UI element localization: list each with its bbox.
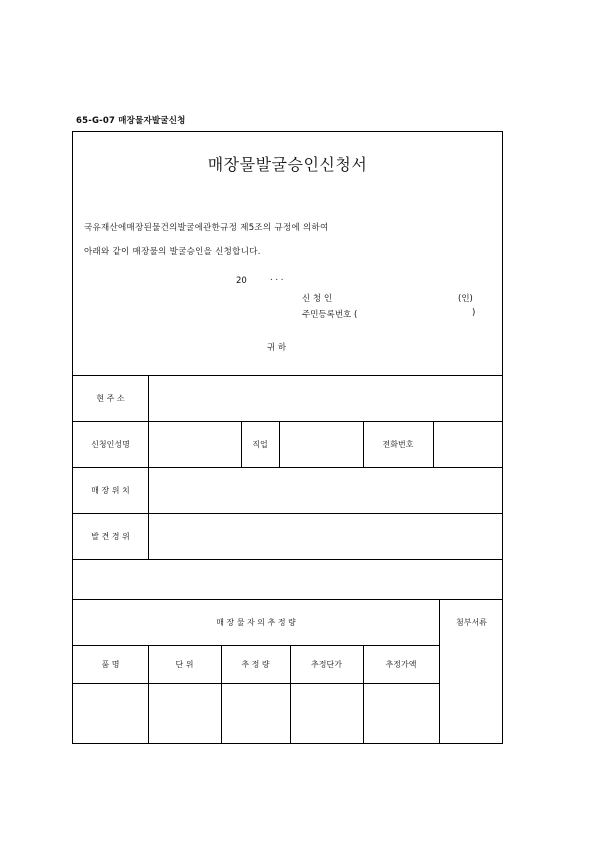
document-code: 65-G-07 매장물자발굴신청 — [76, 116, 186, 126]
addressee: 귀 하 — [267, 343, 287, 353]
address-label: 현 주 소 — [96, 393, 125, 403]
column-header-quantity: 추 정 량 — [241, 659, 270, 669]
seal-label: (인) — [458, 294, 473, 304]
column-header-unit-price: 추정단가 — [311, 659, 342, 669]
date-separators: . . . — [270, 273, 284, 283]
column-divider — [433, 421, 434, 467]
attachments-label: 첨부서류 — [456, 617, 487, 627]
application-form — [72, 131, 503, 744]
location-label: 매 장 위 치 — [91, 485, 130, 495]
occupation-label: 직업 — [252, 439, 268, 449]
column-divider — [148, 375, 149, 559]
date-year-prefix: 20 — [236, 276, 247, 286]
discovery-label: 발 견 경 위 — [91, 531, 130, 541]
intro-line-2: 아래와 같이 매장물의 발굴승인을 신청합니다. — [84, 247, 261, 257]
row-divider — [73, 683, 439, 684]
estimate-header: 매 장 물 자 의 추 정 량 — [216, 617, 296, 627]
column-header-unit: 단 위 — [175, 659, 194, 669]
applicant-name-label: 신청인성명 — [91, 439, 130, 449]
resident-number-label: 주민등록번호 ( — [302, 310, 358, 320]
resident-number-close: ) — [472, 308, 476, 318]
phone-label: 전화번호 — [382, 439, 414, 449]
row-divider — [73, 559, 502, 560]
column-header-total: 추정가액 — [385, 659, 417, 669]
intro-line-1: 국유재산에매장된물건의발굴에관한규정 제5조의 규정에 의하여 — [84, 223, 329, 233]
applicant-label: 신 청 인 — [302, 294, 333, 304]
column-header-item: 품 명 — [101, 659, 120, 669]
column-divider — [279, 421, 280, 467]
form-title: 매장물발굴승인신청서 — [207, 155, 368, 174]
